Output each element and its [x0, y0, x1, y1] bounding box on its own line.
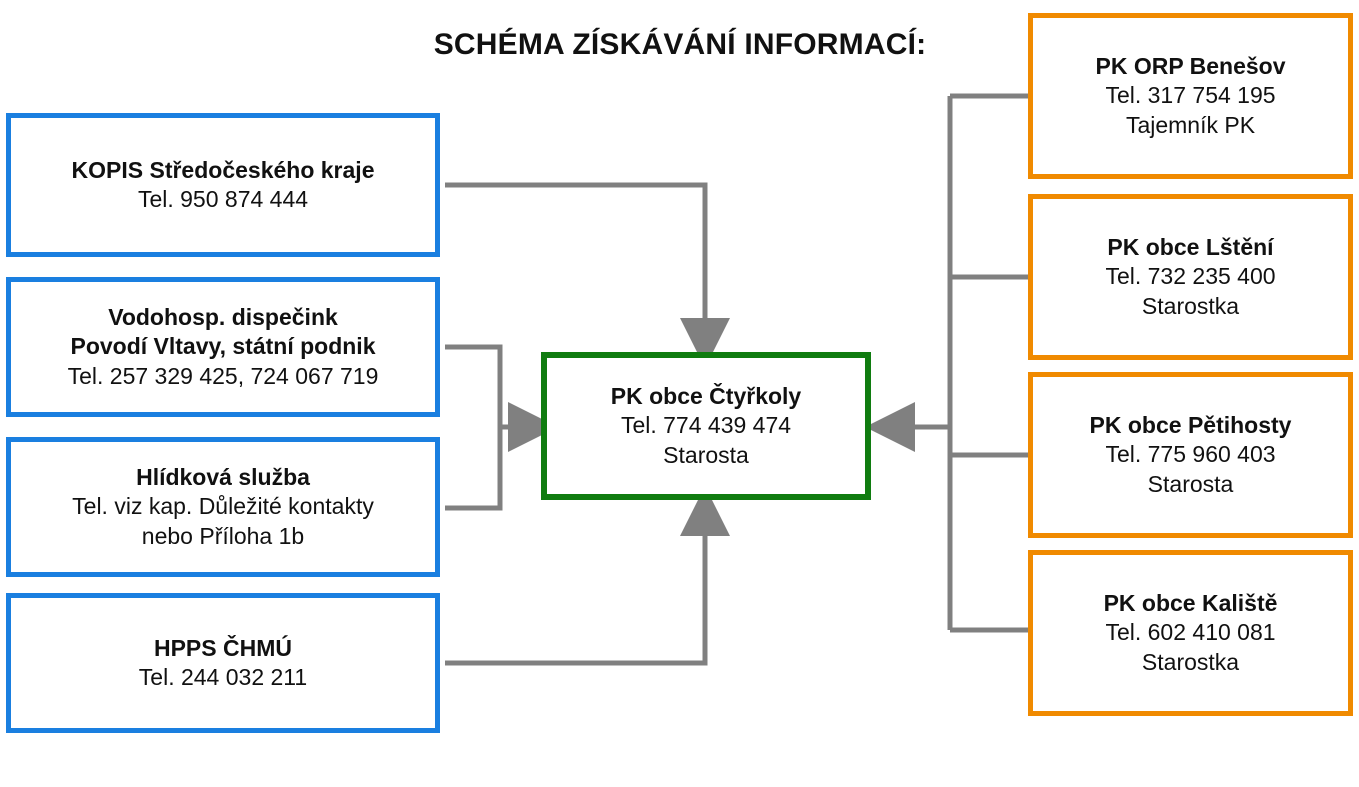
node-phone: Tel. 774 439 474	[620, 412, 792, 439]
node-title: PK ORP Benešov	[1095, 52, 1286, 79]
node-vodohospodarsky-dispecink[interactable]	[6, 277, 440, 417]
node-pk-obce-petihosty[interactable]	[1028, 372, 1353, 538]
node-phone: Tel. 244 032 211	[138, 664, 308, 690]
node-note: nebo Příloha 1b	[141, 522, 305, 549]
diagram-title: SCHÉMA ZÍSKÁVÁNÍ INFORMACÍ:	[433, 28, 927, 61]
node-role: Starostka	[1141, 648, 1240, 675]
node-phone: Tel. 775 960 403	[1105, 441, 1276, 468]
node-kopis[interactable]	[6, 113, 440, 257]
node-phone: Tel. 317 754 195	[1105, 82, 1276, 109]
node-pk-obce-ctyrkoly[interactable]	[541, 352, 871, 500]
node-pk-obce-lsteni[interactable]	[1028, 194, 1353, 360]
node-phone: Tel. 950 874 444	[137, 186, 309, 212]
node-role: Tajemník PK	[1125, 111, 1256, 138]
node-title: Vodohosp. dispečink	[108, 303, 338, 330]
node-pk-obce-kaliste[interactable]	[1028, 550, 1353, 716]
node-role: Starosta	[663, 441, 749, 468]
node-role: Starosta	[1147, 470, 1234, 497]
node-title: PK obce Lštění	[1107, 233, 1274, 260]
node-subtitle: Povodí Vltavy, státní podnik	[70, 333, 376, 360]
node-hpps-chmu[interactable]	[6, 593, 440, 733]
node-title: PK obce Čtyřkoly	[610, 382, 802, 409]
node-phone: Tel. 602 410 081	[1105, 619, 1276, 646]
node-title: HPPS ČHMÚ	[153, 634, 292, 661]
node-phone: Tel. 257 329 425, 724 067 719	[67, 362, 379, 389]
node-title: KOPIS Středočeského kraje	[71, 156, 375, 183]
node-phone: Tel. 732 235 400	[1105, 263, 1276, 290]
node-phone: Tel. viz kap. Důležité kontakty	[72, 493, 374, 520]
node-hlidkova-sluzba[interactable]	[6, 437, 440, 577]
node-title: PK obce Pětihosty	[1089, 411, 1292, 438]
node-title: Hlídková služba	[136, 463, 310, 490]
node-pk-orp-benesov[interactable]	[1028, 13, 1353, 179]
node-role: Starostka	[1141, 292, 1240, 319]
node-title: PK obce Kaliště	[1103, 589, 1278, 616]
